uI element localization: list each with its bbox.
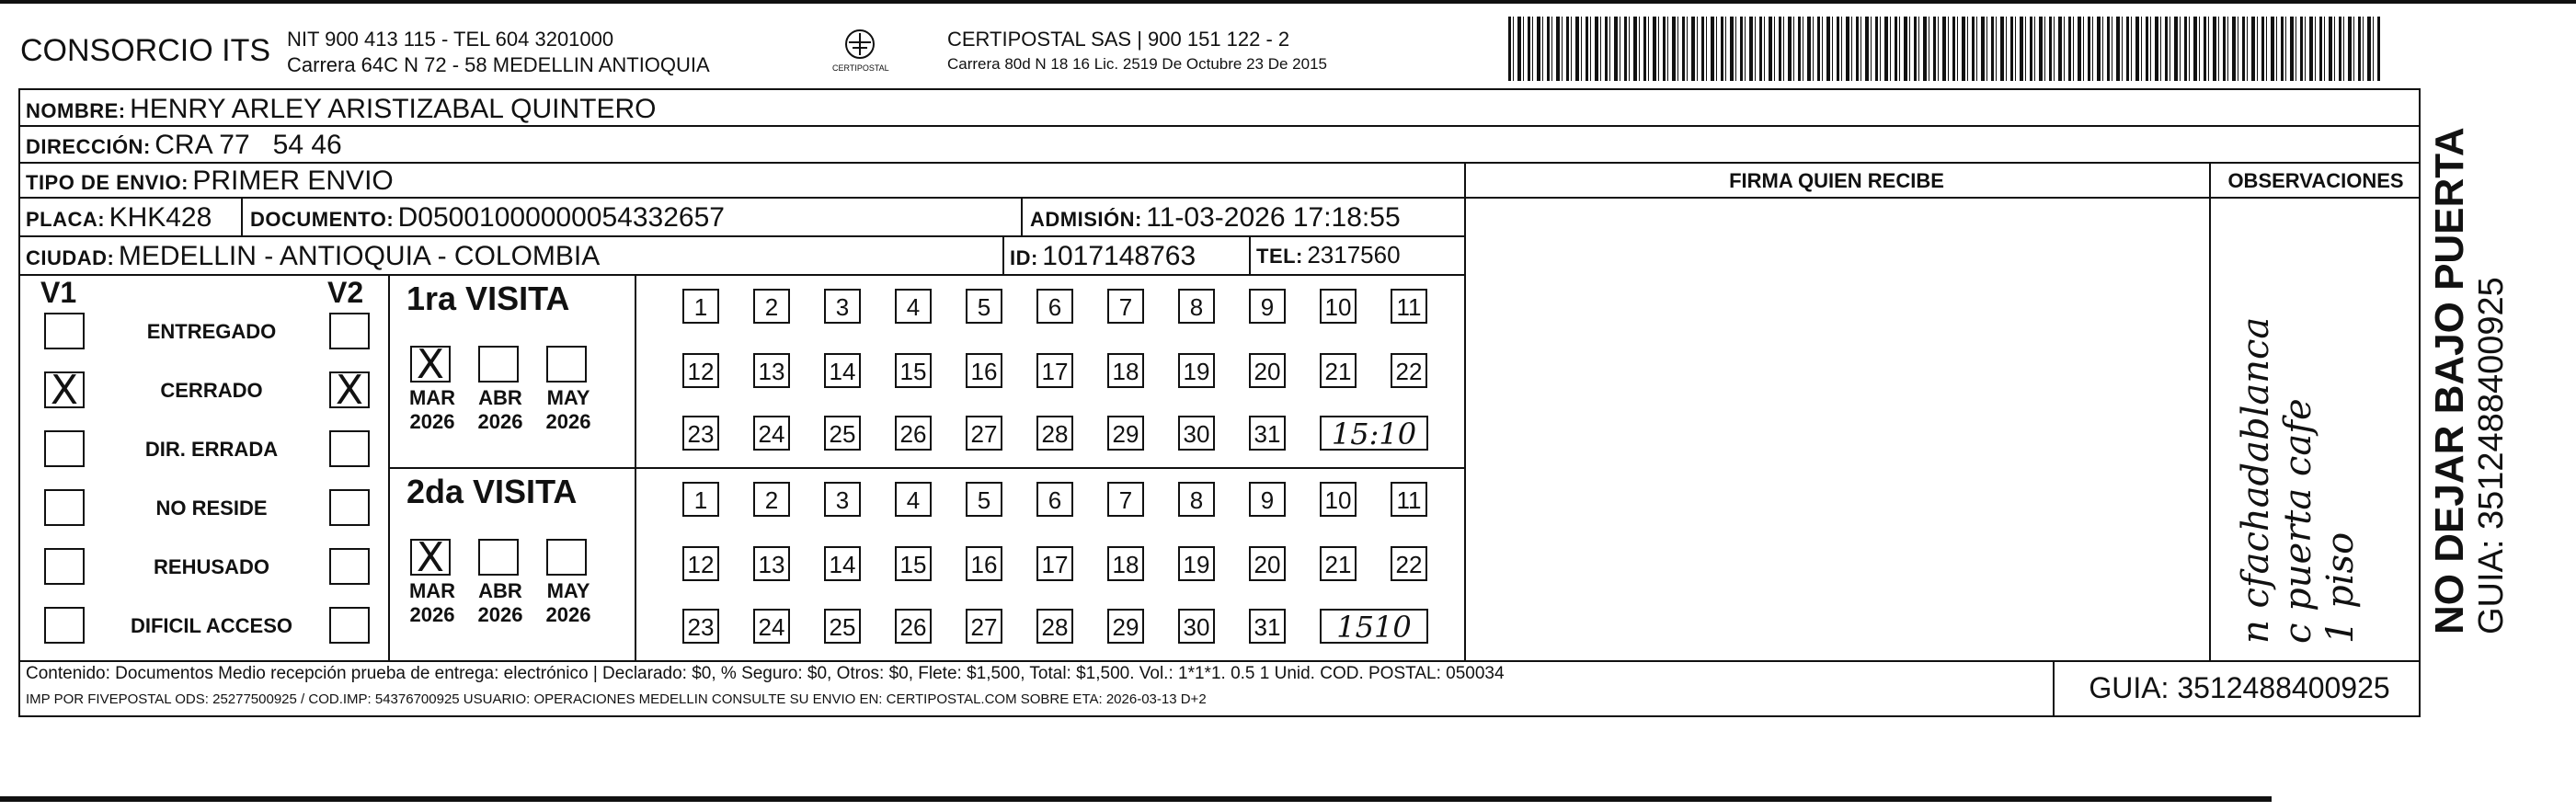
month-year: 2026	[477, 603, 523, 626]
check-mark: X	[50, 367, 79, 414]
day-cell[interactable]: 23	[682, 416, 719, 451]
status-label: DIR. ERRADA	[144, 438, 279, 461]
status-v2-checkbox[interactable]	[329, 607, 370, 644]
id-row	[1010, 241, 1196, 272]
id-label: ID:	[1010, 246, 1038, 269]
day-cell[interactable]: 19	[1178, 546, 1215, 581]
day-cell[interactable]: 13	[753, 546, 790, 581]
side-line-1: NO DEJAR BAJO PUERTA	[2427, 127, 2472, 634]
day-cell[interactable]: 3	[824, 289, 861, 324]
footer-line-2: IMP POR FIVEPOSTAL ODS: 25277500925 / COD.IMP: 54376700925 USUARIO: OPERACIONES MEDELLIN CONSULTE SU ENVIO EN: CERTIPOSTAL.COM SOBRE ETA: 2026-03-13 D+2	[26, 691, 1207, 707]
visit-month-label	[541, 386, 596, 434]
month-name: ABR	[478, 579, 522, 602]
placa-row	[26, 202, 212, 234]
direccion-value: CRA 77 54 46	[155, 130, 342, 160]
firma-divider	[1464, 162, 1466, 660]
company-address: Carrera 64C N 72 - 58 MEDELLIN ANTIOQUIA	[287, 53, 710, 76]
side-line-2: GUIA: 3512488400925	[2472, 277, 2511, 634]
day-cell[interactable]: 18	[1107, 546, 1144, 581]
day-cell[interactable]: 13	[753, 353, 790, 388]
day-cell[interactable]: 1	[682, 289, 719, 324]
day-cell[interactable]: 28	[1036, 609, 1073, 644]
month-year: 2026	[545, 410, 591, 433]
day-cell[interactable]: 25	[824, 609, 861, 644]
day-cell[interactable]: 10	[1320, 482, 1357, 517]
day-cell[interactable]: 18	[1107, 353, 1144, 388]
day-cell[interactable]: 29	[1107, 609, 1144, 644]
day-cell[interactable]: 22	[1391, 546, 1427, 581]
month-name: MAY	[546, 579, 590, 602]
day-cell[interactable]: 25	[824, 416, 861, 451]
side-notice	[2428, 127, 2511, 634]
status-label: DIFICIL ACCESO	[130, 614, 292, 637]
direccion-label: DIRECCIÓN:	[26, 135, 151, 158]
visit-month-checkbox[interactable]	[478, 346, 519, 383]
day-cell[interactable]: 6	[1036, 289, 1073, 324]
day-cell[interactable]: 5	[966, 482, 1002, 517]
day-cell[interactable]: 2	[753, 482, 790, 517]
day-cell[interactable]: 24	[753, 609, 790, 644]
documento-row	[250, 202, 725, 234]
direccion-row	[26, 130, 342, 161]
day-cell[interactable]: 21	[1320, 353, 1357, 388]
day-cell[interactable]: 14	[824, 353, 861, 388]
day-cell[interactable]: 15	[895, 353, 932, 388]
day-cell[interactable]: 24	[753, 416, 790, 451]
day-cell[interactable]: 28	[1036, 416, 1073, 451]
status-v2-checkbox[interactable]	[329, 313, 370, 349]
visit-month-divider	[635, 274, 636, 660]
status-label: ENTREGADO	[146, 320, 277, 343]
visit-month-label	[473, 579, 528, 627]
day-cell[interactable]: 9	[1249, 289, 1286, 324]
footer-guia: GUIA: 3512488400925	[2089, 671, 2390, 704]
id-value: 1017148763	[1042, 241, 1196, 271]
month-name: MAR	[408, 386, 456, 409]
check-mark: X	[416, 341, 445, 388]
status-v1-checkbox[interactable]	[44, 367, 85, 414]
placa-value: KHK428	[109, 202, 212, 233]
day-cell[interactable]: 15	[895, 546, 932, 581]
day-cell[interactable]: 7	[1107, 482, 1144, 517]
status-label: REHUSADO	[154, 555, 269, 578]
obs-line-3: 1 piso	[2319, 531, 2362, 644]
day-cell[interactable]: 1	[682, 482, 719, 517]
certi-name: CERTIPOSTAL SAS | 900 151 122 - 2	[947, 28, 1290, 51]
day-cell[interactable]: 21	[1320, 546, 1357, 581]
day-cell[interactable]: 31	[1249, 416, 1286, 451]
tel-value: 2317560	[1307, 241, 1401, 268]
day-cell[interactable]: 22	[1391, 353, 1427, 388]
row-line	[18, 162, 2421, 164]
month-name: MAY	[546, 386, 590, 409]
tel-divider	[1249, 235, 1251, 274]
visit-title: 2da VISITA	[406, 473, 578, 510]
visit-month-label	[405, 579, 460, 627]
nombre-label: NOMBRE:	[26, 99, 126, 122]
month-name: ABR	[478, 386, 522, 409]
company-name: CONSORCIO ITS	[20, 33, 271, 68]
day-cell[interactable]: 31	[1249, 609, 1286, 644]
company-nit: NIT 900 413 115 - TEL 604 3201000	[287, 28, 614, 51]
ciudad-value: MEDELLIN - ANTIOQUIA - COLOMBIA	[118, 241, 601, 271]
day-cell[interactable]: 20	[1249, 546, 1286, 581]
day-cell[interactable]: 17	[1036, 546, 1073, 581]
status-v1-checkbox[interactable]	[44, 313, 85, 349]
obs-line-1: n cfachadablanca	[2235, 316, 2277, 644]
admision-divider	[1021, 197, 1023, 235]
day-cell[interactable]: 16	[966, 353, 1002, 388]
barcode	[1508, 17, 2382, 81]
day-cell[interactable]: 4	[895, 482, 932, 517]
visit-month-label	[405, 386, 460, 434]
day-cell[interactable]: 30	[1178, 416, 1215, 451]
tipo-label: TIPO DE ENVIO:	[26, 171, 189, 194]
v2-label: V2	[327, 276, 364, 309]
day-cell[interactable]: 11	[1391, 289, 1427, 324]
admision-value: 11-03-2026 17:18:55	[1146, 202, 1401, 233]
status-v2-checkbox[interactable]	[329, 367, 370, 414]
month-name: MAR	[408, 579, 456, 602]
documento-label: DOCUMENTO:	[250, 208, 395, 231]
admision-label: ADMISIÓN:	[1030, 208, 1142, 231]
v1-label: V1	[40, 276, 77, 309]
visit-month-checkbox[interactable]	[478, 539, 519, 576]
status-v1-checkbox[interactable]	[44, 607, 85, 644]
tel-label: TEL:	[1256, 245, 1303, 268]
tipo-value: PRIMER ENVIO	[192, 166, 394, 196]
visit-month-checkbox[interactable]	[546, 539, 587, 576]
day-cell[interactable]: 10	[1320, 289, 1357, 324]
day-cell[interactable]: 11	[1391, 482, 1427, 517]
visit-month-label	[473, 386, 528, 434]
certipostal-logo	[832, 28, 887, 73]
ciudad-label: CIUDAD:	[26, 246, 115, 269]
day-cell[interactable]: 7	[1107, 289, 1144, 324]
day-cell[interactable]: 23	[682, 609, 719, 644]
row-line	[18, 125, 2421, 127]
documento-value: D05001000000054332657	[397, 202, 725, 233]
footer-line-1: Contenido: Documentos Medio recepción prueba de entrega: electrónico | Declarado: $0, % Seguro: $0, Otros: $0, Flete: $1,500, Total: $1,500. Vol.: 1*1*1. 0.5 1 Unid. COD. POSTAL: 050034	[26, 664, 1505, 683]
month-year: 2026	[545, 603, 591, 626]
obs-line-2: c puerta cafe	[2277, 398, 2319, 644]
status-v1-checkbox[interactable]	[44, 548, 85, 585]
firma-label: FIRMA QUIEN RECIBE	[1729, 169, 1944, 192]
footer-divider	[2053, 660, 2055, 717]
placa-label: PLACA:	[26, 208, 106, 231]
day-cell[interactable]: 12	[682, 353, 719, 388]
visit-time-cell[interactable]: 15:10	[1320, 416, 1428, 451]
month-year: 2026	[409, 603, 455, 626]
id-divider	[1002, 235, 1004, 274]
row-line	[18, 660, 2421, 662]
day-cell[interactable]: 27	[966, 609, 1002, 644]
day-cell[interactable]: 26	[895, 609, 932, 644]
day-cell[interactable]: 27	[966, 416, 1002, 451]
day-cell[interactable]: 3	[824, 482, 861, 517]
logo-text: CERTIPOSTAL	[832, 63, 889, 73]
check-mark: X	[335, 367, 364, 414]
status-label: NO RESIDE	[155, 497, 268, 520]
day-cell[interactable]: 14	[824, 546, 861, 581]
day-cell[interactable]: 4	[895, 289, 932, 324]
visit-title: 1ra VISITA	[406, 280, 570, 317]
day-cell[interactable]: 2	[753, 289, 790, 324]
top-rule	[0, 0, 2576, 4]
day-cell[interactable]: 8	[1178, 289, 1215, 324]
nombre-row	[26, 94, 656, 125]
tipo-row	[26, 166, 394, 197]
placa-divider	[241, 197, 243, 235]
day-cell[interactable]: 8	[1178, 482, 1215, 517]
day-cell[interactable]: 5	[966, 289, 1002, 324]
nombre-value: HENRY ARLEY ARISTIZABAL QUINTERO	[130, 94, 657, 124]
day-cell[interactable]: 16	[966, 546, 1002, 581]
month-year: 2026	[409, 410, 455, 433]
ciudad-row	[26, 241, 600, 272]
certi-address: Carrera 80d N 18 16 Lic. 2519 De Octubre 23 De 2015	[947, 55, 1327, 73]
day-cell[interactable]: 17	[1036, 353, 1073, 388]
status-v2-checkbox[interactable]	[329, 489, 370, 526]
month-year: 2026	[477, 410, 523, 433]
day-cell[interactable]: 30	[1178, 609, 1215, 644]
obs-divider	[2209, 162, 2211, 660]
obs-header-line	[2209, 197, 2421, 199]
day-cell[interactable]: 20	[1249, 353, 1286, 388]
visit-month-checkbox[interactable]	[546, 346, 587, 383]
status-v2-checkbox[interactable]	[329, 548, 370, 585]
day-cell[interactable]: 9	[1249, 482, 1286, 517]
tel-row	[1256, 241, 1401, 269]
day-cell[interactable]: 12	[682, 546, 719, 581]
visit-time-cell[interactable]: 1510	[1320, 609, 1428, 644]
check-mark: X	[416, 534, 445, 581]
status-v1-checkbox[interactable]	[44, 430, 85, 467]
visit-month-label	[541, 579, 596, 627]
day-cell[interactable]: 26	[895, 416, 932, 451]
visit-month-checkbox[interactable]	[410, 341, 451, 388]
row-line	[18, 197, 2421, 199]
status-v2-checkbox[interactable]	[329, 430, 370, 467]
admision-row	[1030, 202, 1401, 234]
day-cell[interactable]: 6	[1036, 482, 1073, 517]
visit-divider	[388, 467, 1464, 469]
bottom-rule	[0, 796, 2272, 802]
logo-icon	[841, 28, 878, 61]
observations-text	[2235, 317, 2362, 644]
status-v1-checkbox[interactable]	[44, 489, 85, 526]
status-label: CERRADO	[160, 379, 263, 402]
row-line	[18, 274, 1466, 276]
visit-month-checkbox[interactable]	[410, 534, 451, 581]
day-cell[interactable]: 29	[1107, 416, 1144, 451]
obs-label: OBSERVACIONES	[2227, 169, 2404, 192]
day-cell[interactable]: 19	[1178, 353, 1215, 388]
